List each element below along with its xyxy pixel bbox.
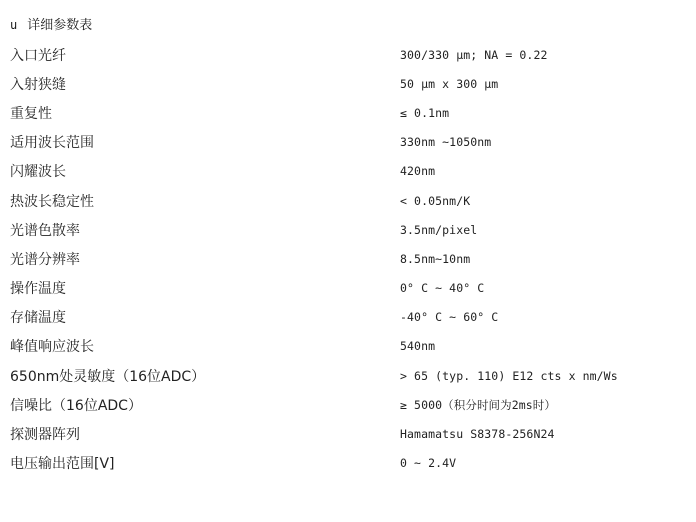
param-label: 峰值响应波长 [10,339,94,356]
section-title: 详细参数表 [27,18,93,33]
param-value: Hamamatsu S8378-256N24 [400,427,555,442]
section-heading [10,14,690,36]
param-row-dispersion [10,215,690,244]
param-label: 光谱分辨率 [10,251,80,268]
param-label: 入口光纤 [10,47,66,64]
param-value: ≤ 0.1nm [400,105,450,120]
param-label: 光谱色散率 [10,222,80,239]
param-row-operating-temp [10,274,690,303]
param-label: 重复性 [10,105,52,122]
parameter-table [10,40,690,478]
param-row-storage-temp [10,303,690,332]
param-label: 热波长稳定性 [10,193,94,210]
param-label: 探测器阵列 [10,427,80,444]
param-label: 操作温度 [10,281,66,298]
param-value: 8.5nm~10nm [400,251,471,266]
param-label: 入射狭缝 [10,76,66,93]
param-value: 330nm ~1050nm [400,135,492,150]
param-label: 信噪比（16位ADC） [10,397,142,414]
param-value: < 0.05nm/K [400,193,471,208]
param-row-detector-array [10,419,690,448]
param-value: 50 μm x 300 μm [400,76,499,91]
section-bullet: u [10,18,18,32]
param-row-wavelength-range [10,128,690,157]
spec-sheet [10,14,690,478]
param-label: 存储温度 [10,310,66,327]
param-label: 电压输出范围[V] [10,456,115,473]
param-label: 650nm处灵敏度（16位ADC） [10,368,206,385]
param-row-entrance-slit [10,69,690,98]
param-row-sensitivity [10,361,690,390]
param-value: -40° C ~ 60° C [400,310,499,325]
param-value: 540nm [400,339,436,354]
param-value: 3.5nm/pixel [400,222,478,237]
param-value: > 65 (typ. 110) E12 cts x nm/Ws [400,368,618,383]
param-value: ≥ 5000（积分时间为2ms时） [400,397,557,412]
param-row-snr [10,390,690,419]
param-label: 适用波长范围 [10,135,94,152]
param-value: 420nm [400,164,436,179]
param-row-resolution [10,244,690,273]
param-row-voltage-output [10,449,690,478]
param-value: 0° C ~ 40° C [400,281,485,296]
param-row-entrance-fiber [10,40,690,69]
param-row-blaze-wavelength [10,157,690,186]
param-row-peak-response [10,332,690,361]
param-row-repeatability [10,98,690,127]
param-row-thermal-stability [10,186,690,215]
param-value: 300/330 μm; NA = 0.22 [400,47,548,62]
param-label: 闪耀波长 [10,164,66,181]
param-value: 0 ~ 2.4V [400,456,457,471]
